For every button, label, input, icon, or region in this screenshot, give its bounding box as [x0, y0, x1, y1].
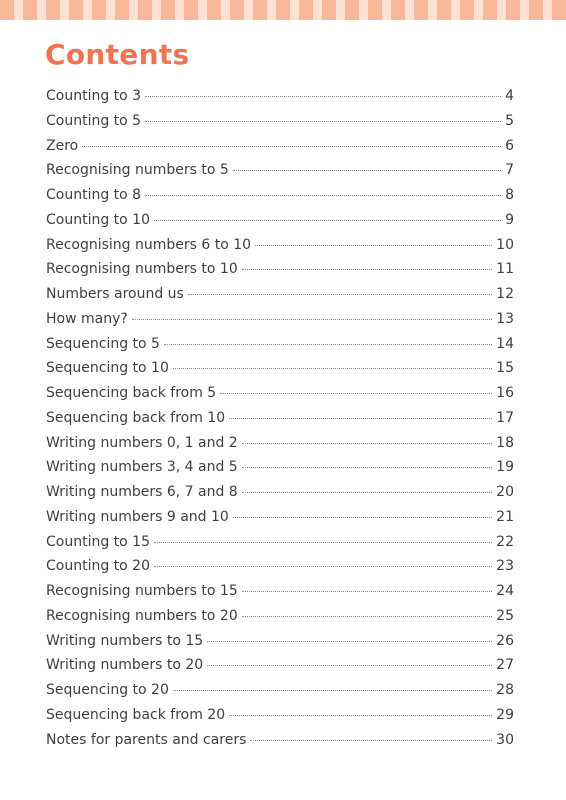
toc-entry-page-number: 11	[496, 261, 514, 278]
toc-entry	[46, 583, 514, 608]
toc-entry-page-number: 25	[496, 607, 514, 624]
toc-dot-leader	[164, 344, 492, 345]
toc-entry	[46, 212, 514, 237]
toc-entry	[46, 435, 514, 460]
toc-entry-page-number: 10	[496, 236, 514, 253]
toc-entry-label: Sequencing to 20	[46, 682, 169, 698]
toc-entry	[46, 237, 514, 262]
toc-entry-label: Recognising numbers to 20	[46, 607, 238, 624]
toc-entry	[46, 88, 514, 113]
toc-entry	[46, 534, 514, 559]
toc-dot-leader	[145, 195, 501, 196]
toc-entry-page-number: 17	[496, 409, 514, 426]
toc-entry	[46, 113, 514, 138]
toc-entry-label: Sequencing back from 5	[46, 385, 217, 401]
toc-dot-leader	[242, 467, 492, 468]
toc-entry	[46, 459, 514, 484]
toc-entry-label: Counting to 3	[46, 88, 142, 104]
toc-entry	[46, 484, 514, 509]
toc-entry	[46, 311, 514, 336]
toc-entry-label: Numbers around us	[46, 286, 184, 302]
toc-entry-label: Writing numbers to 15	[46, 632, 204, 649]
toc-dot-leader	[220, 393, 492, 394]
toc-entry	[46, 657, 514, 682]
toc-entry-label: Counting to 8	[46, 187, 142, 203]
toc-entry-label: Writing numbers 6, 7 and 8	[46, 484, 238, 500]
toc-entry-label: Writing numbers to 20	[46, 657, 204, 674]
toc-entry-label: Counting to 15	[46, 533, 150, 550]
toc-entry-page-number: 7	[505, 162, 514, 179]
toc-entry-page-number: 21	[496, 508, 514, 525]
toc-dot-leader	[229, 418, 492, 419]
toc-entry-label: Sequencing back from 10	[46, 409, 226, 426]
toc-entry-label: Writing numbers 3, 4 and 5	[46, 459, 238, 476]
toc-entry-page-number: 13	[496, 310, 514, 327]
toc-entry-page-number: 9	[505, 211, 514, 228]
toc-dot-leader	[173, 368, 492, 369]
toc-dot-leader	[173, 690, 492, 691]
toc-entry	[46, 336, 514, 361]
toc-dot-leader	[154, 566, 492, 567]
toc-entry-label: Recognising numbers 6 to 10	[46, 236, 252, 253]
toc-entry-page-number: 5	[505, 112, 514, 129]
toc-entry-label: How many?	[46, 310, 128, 327]
toc-dot-leader	[242, 616, 492, 617]
toc-entry	[46, 261, 514, 286]
toc-dot-leader	[242, 591, 492, 592]
toc-entry-page-number: 27	[496, 657, 514, 674]
toc-entry	[46, 385, 514, 410]
toc-entry-page-number: 29	[496, 706, 514, 723]
toc-entry-label: Notes for parents and carers	[46, 731, 247, 748]
toc-entry	[46, 286, 514, 311]
toc-entry-page-number: 18	[496, 434, 514, 451]
toc-dot-leader	[255, 245, 492, 246]
toc-entry	[46, 410, 514, 435]
toc-dot-leader	[242, 492, 492, 493]
toc-entry-label: Zero	[46, 137, 79, 154]
toc-entry-label: Counting to 20	[46, 558, 150, 575]
toc-entry-label: Sequencing back from 20	[46, 706, 226, 723]
toc-entry-label: Writing numbers 9 and 10	[46, 508, 229, 525]
toc-dot-leader	[207, 641, 492, 642]
toc-dot-leader	[242, 269, 492, 270]
toc-entry-label: Writing numbers 0, 1 and 2	[46, 434, 238, 451]
toc-dot-leader	[132, 319, 492, 320]
toc-entry	[46, 138, 514, 163]
toc-dot-leader	[82, 146, 501, 147]
toc-entry-page-number: 16	[496, 385, 514, 401]
toc-dot-leader	[207, 665, 492, 666]
toc-entry-page-number: 23	[496, 558, 514, 575]
toc-entry-label: Sequencing to 5	[46, 335, 160, 352]
toc-entry-label: Counting to 10	[46, 211, 150, 228]
table-of-contents	[46, 88, 514, 756]
toc-entry	[46, 732, 514, 757]
toc-dot-leader	[229, 715, 492, 716]
toc-dot-leader	[242, 443, 492, 444]
toc-entry-label: Sequencing to 10	[46, 360, 169, 377]
toc-entry	[46, 707, 514, 732]
toc-entry-page-number: 6	[505, 137, 514, 154]
top-decorative-stripe	[0, 0, 566, 20]
toc-entry	[46, 558, 514, 583]
toc-entry	[46, 509, 514, 534]
toc-entry-page-number: 19	[496, 459, 514, 476]
toc-entry-page-number: 26	[496, 632, 514, 649]
toc-entry-page-number: 20	[496, 484, 514, 500]
toc-entry	[46, 608, 514, 633]
toc-entry-label: Recognising numbers to 15	[46, 583, 238, 599]
toc-entry	[46, 187, 514, 212]
toc-entry-label: Recognising numbers to 5	[46, 162, 229, 179]
toc-entry-page-number: 28	[496, 682, 514, 698]
toc-dot-leader	[145, 96, 501, 97]
toc-dot-leader	[233, 517, 492, 518]
toc-dot-leader	[250, 740, 492, 741]
toc-entry	[46, 162, 514, 187]
toc-entry-page-number: 22	[496, 533, 514, 550]
toc-dot-leader	[154, 220, 501, 221]
toc-entry-page-number: 12	[496, 286, 514, 302]
toc-dot-leader	[188, 294, 492, 295]
toc-entry-label: Recognising numbers to 10	[46, 261, 238, 278]
toc-entry-page-number: 4	[505, 88, 514, 104]
toc-entry-page-number: 14	[496, 335, 514, 352]
toc-dot-leader	[145, 121, 501, 122]
toc-entry-page-number: 30	[496, 731, 514, 748]
toc-entry-page-number: 24	[496, 583, 514, 599]
toc-entry	[46, 360, 514, 385]
toc-entry	[46, 633, 514, 658]
toc-dot-leader	[154, 542, 492, 543]
toc-dot-leader	[233, 170, 501, 171]
toc-entry-page-number: 8	[505, 187, 514, 203]
toc-entry	[46, 682, 514, 707]
toc-entry-label: Counting to 5	[46, 112, 142, 129]
toc-entry-page-number: 15	[496, 360, 514, 377]
page-title: Contents	[45, 38, 190, 71]
